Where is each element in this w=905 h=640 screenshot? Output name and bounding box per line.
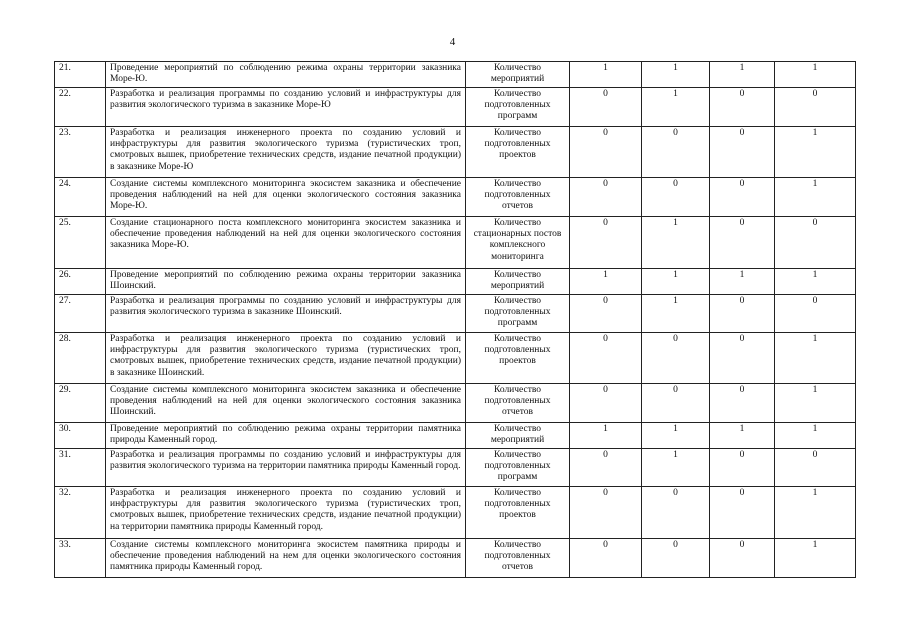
year-value: 1 bbox=[642, 295, 710, 333]
year-value: 1 bbox=[710, 269, 775, 295]
table-row bbox=[55, 539, 856, 578]
table-row bbox=[55, 178, 856, 217]
year-value: 0 bbox=[710, 449, 775, 487]
year-value: 0 bbox=[710, 333, 775, 384]
year-value: 0 bbox=[710, 217, 775, 269]
indicator-name: Количество подготовленных проектов bbox=[466, 333, 570, 384]
year-value: 1 bbox=[710, 62, 775, 88]
activity-description: Разработка и реализация программы по созданию условий и инфраструктуры для развития экологического туризма в заказнике Шоинский. bbox=[106, 295, 466, 333]
year-value: 1 bbox=[642, 449, 710, 487]
year-value: 1 bbox=[570, 62, 642, 88]
year-value: 1 bbox=[775, 333, 856, 384]
year-value: 0 bbox=[710, 178, 775, 217]
year-value: 0 bbox=[775, 88, 856, 127]
row-number: 32. bbox=[55, 487, 106, 539]
activity-description: Создание системы комплексного мониторинга экосистем заказника и обеспечение проведения наблюдений на ней для оценки экологического состояния заказника Море-Ю. bbox=[106, 178, 466, 217]
row-number: 29. bbox=[55, 384, 106, 423]
activity-description: Создание системы комплексного мониторинга экосистем памятника природы и обеспечение проведения наблюдений на нем для оценки экологического состояния памятника природы Каменный город. bbox=[106, 539, 466, 578]
year-value: 0 bbox=[710, 487, 775, 539]
table-row bbox=[55, 449, 856, 487]
row-number: 31. bbox=[55, 449, 106, 487]
year-value: 0 bbox=[570, 178, 642, 217]
year-value: 1 bbox=[642, 269, 710, 295]
year-value: 0 bbox=[570, 295, 642, 333]
year-value: 0 bbox=[570, 333, 642, 384]
year-value: 0 bbox=[570, 88, 642, 127]
row-number: 28. bbox=[55, 333, 106, 384]
row-number: 24. bbox=[55, 178, 106, 217]
year-value: 0 bbox=[570, 539, 642, 578]
year-value: 1 bbox=[642, 62, 710, 88]
year-value: 1 bbox=[642, 217, 710, 269]
year-value: 0 bbox=[710, 88, 775, 127]
table-row bbox=[55, 423, 856, 449]
activities-table bbox=[54, 61, 856, 578]
year-value: 0 bbox=[570, 217, 642, 269]
year-value: 0 bbox=[710, 295, 775, 333]
year-value: 1 bbox=[710, 423, 775, 449]
year-value: 0 bbox=[710, 384, 775, 423]
year-value: 0 bbox=[570, 487, 642, 539]
table-row bbox=[55, 88, 856, 127]
year-value: 1 bbox=[775, 487, 856, 539]
indicator-name: Количество стационарных постов комплексного мониторинга bbox=[466, 217, 570, 269]
year-value: 1 bbox=[775, 384, 856, 423]
year-value: 1 bbox=[775, 62, 856, 88]
year-value: 1 bbox=[570, 423, 642, 449]
indicator-name: Количество подготовленных проектов bbox=[466, 487, 570, 539]
indicator-name: Количество подготовленных программ bbox=[466, 449, 570, 487]
activity-description: Разработка и реализация программы по созданию условий и инфраструктуры для развития экологического туризма в заказнике Море-Ю bbox=[106, 88, 466, 127]
row-number: 25. bbox=[55, 217, 106, 269]
activity-description: Проведение мероприятий по соблюдению режима охраны территории заказника Море-Ю. bbox=[106, 62, 466, 88]
year-value: 1 bbox=[775, 178, 856, 217]
year-value: 1 bbox=[642, 88, 710, 127]
year-value: 1 bbox=[642, 423, 710, 449]
year-value: 0 bbox=[775, 217, 856, 269]
year-value: 0 bbox=[642, 539, 710, 578]
row-number: 27. bbox=[55, 295, 106, 333]
indicator-name: Количество подготовленных отчетов bbox=[466, 539, 570, 578]
table-body bbox=[55, 62, 856, 578]
table-row bbox=[55, 269, 856, 295]
year-value: 0 bbox=[642, 333, 710, 384]
table-row bbox=[55, 295, 856, 333]
indicator-name: Количество мероприятий bbox=[466, 423, 570, 449]
row-number: 21. bbox=[55, 62, 106, 88]
row-number: 23. bbox=[55, 127, 106, 178]
year-value: 1 bbox=[775, 539, 856, 578]
activity-description: Разработка и реализация инженерного проекта по созданию условий и инфраструктуры для развития экологического туризма (туристических троп, смотровых вышек, приобретение технических средств, издание печатной продукции) в заказнике Шоинский. bbox=[106, 333, 466, 384]
activity-description: Разработка и реализация программы по созданию условий и инфраструктуры для развития экологического туризма на территории памятника природы Каменный город. bbox=[106, 449, 466, 487]
indicator-name: Количество мероприятий bbox=[466, 62, 570, 88]
year-value: 0 bbox=[642, 487, 710, 539]
table-row bbox=[55, 333, 856, 384]
row-number: 22. bbox=[55, 88, 106, 127]
year-value: 1 bbox=[775, 423, 856, 449]
row-number: 26. bbox=[55, 269, 106, 295]
indicator-name: Количество подготовленных отчетов bbox=[466, 384, 570, 423]
indicator-name: Количество подготовленных программ bbox=[466, 88, 570, 127]
year-value: 0 bbox=[570, 127, 642, 178]
year-value: 0 bbox=[570, 384, 642, 423]
indicator-name: Количество подготовленных программ bbox=[466, 295, 570, 333]
activity-description: Создание стационарного поста комплексного мониторинга экосистем заказника и обеспечение проведения наблюдений на ней для оценки экологического состояния заказника Море-Ю. bbox=[106, 217, 466, 269]
year-value: 0 bbox=[570, 449, 642, 487]
year-value: 1 bbox=[775, 269, 856, 295]
activity-description: Разработка и реализация инженерного проекта по созданию условий и инфраструктуры для развития экологического туризма (туристических троп, смотровых вышек, приобретение технических средств, издание печатной продукции) в заказнике Море-Ю bbox=[106, 127, 466, 178]
table-row bbox=[55, 384, 856, 423]
year-value: 0 bbox=[642, 178, 710, 217]
year-value: 0 bbox=[710, 539, 775, 578]
year-value: 0 bbox=[775, 295, 856, 333]
year-value: 1 bbox=[570, 269, 642, 295]
table-row bbox=[55, 217, 856, 269]
year-value: 1 bbox=[775, 127, 856, 178]
row-number: 33. bbox=[55, 539, 106, 578]
table-row bbox=[55, 487, 856, 539]
row-number: 30. bbox=[55, 423, 106, 449]
activity-description: Разработка и реализация инженерного проекта по созданию условий и инфраструктуры для развития экологического туризма (туристических троп, смотровых вышек, приобретение технических средств, издание печатной продукции) на территории памятника природы Каменный город. bbox=[106, 487, 466, 539]
activity-description: Создание системы комплексного мониторинга экосистем заказника и обеспечение проведения наблюдений на ней для оценки экологического состояния заказника Шоинский. bbox=[106, 384, 466, 423]
indicator-name: Количество мероприятий bbox=[466, 269, 570, 295]
year-value: 0 bbox=[642, 384, 710, 423]
table-row bbox=[55, 62, 856, 88]
year-value: 0 bbox=[710, 127, 775, 178]
year-value: 0 bbox=[642, 127, 710, 178]
year-value: 0 bbox=[775, 449, 856, 487]
indicator-name: Количество подготовленных отчетов bbox=[466, 178, 570, 217]
indicator-name: Количество подготовленных проектов bbox=[466, 127, 570, 178]
activity-description: Проведение мероприятий по соблюдению режима охраны территории памятника природы Каменный город. bbox=[106, 423, 466, 449]
activity-description: Проведение мероприятий по соблюдению режима охраны территории заказника Шоинский. bbox=[106, 269, 466, 295]
page-number: 4 bbox=[449, 36, 456, 48]
table-row bbox=[55, 127, 856, 178]
